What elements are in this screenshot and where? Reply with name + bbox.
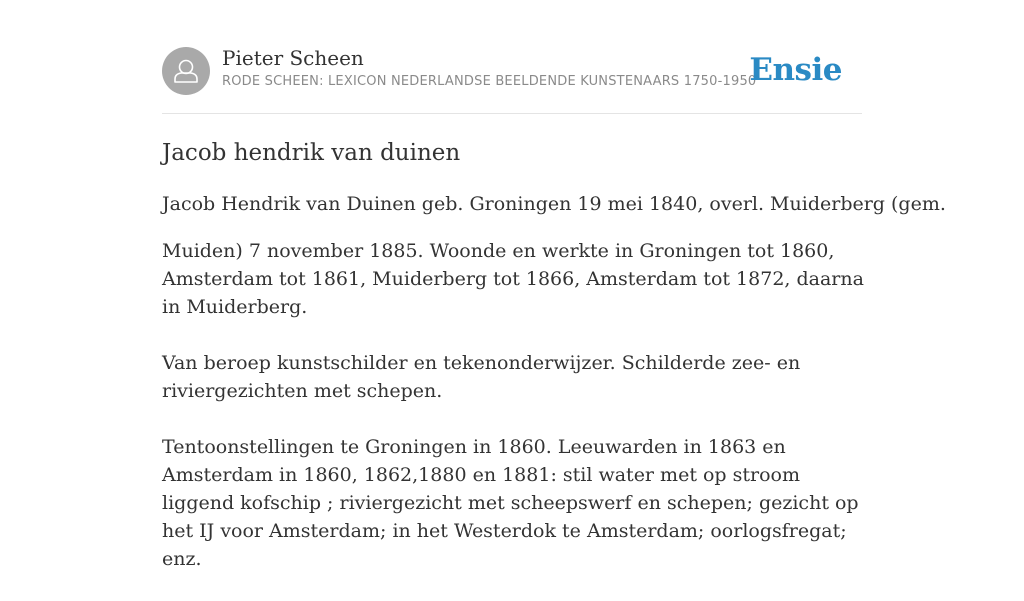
ensie-logo[interactable]: Ensie	[749, 52, 842, 88]
lead-paragraph: Jacob Hendrik van Duinen geb. Groningen 19 mei 1840, overl. Muiderberg (gem.	[162, 193, 946, 215]
user-icon	[162, 47, 210, 95]
page-title: Jacob hendrik van duinen	[162, 140, 461, 166]
body-paragraph: Muiden) 7 november 1885. Woonde en werkte in Groningen tot 1860, Amsterdam tot 1861, Muiderberg tot 1866, Amsterdam tot 1872, daarna in Muiderberg.	[162, 240, 864, 318]
header-divider	[162, 113, 862, 114]
avatar[interactable]	[162, 47, 210, 95]
header	[162, 46, 862, 96]
article-body	[162, 237, 868, 601]
body-paragraph: Van beroep kunstschilder en tekenonderwijzer. Schilderde zee- en riviergezichten met schepen.	[162, 352, 801, 402]
source-title[interactable]: RODE SCHEEN: LEXICON NEDERLANDSE BEELDENDE KUNSTENAARS 1750-1950	[222, 74, 757, 89]
author-name[interactable]: Pieter Scheen	[222, 46, 364, 70]
body-paragraph: Tentoonstellingen te Groningen in 1860. Leeuwarden in 1863 en Amsterdam in 1860, 1862,1880 en 1881: stil water met op stroom liggend kofschip ; riviergezicht met scheepswerf en schepen; gezicht op het IJ voor Amsterdam; in het Westerdok te Amsterdam; oorlogsfregat; enz.	[162, 436, 859, 570]
